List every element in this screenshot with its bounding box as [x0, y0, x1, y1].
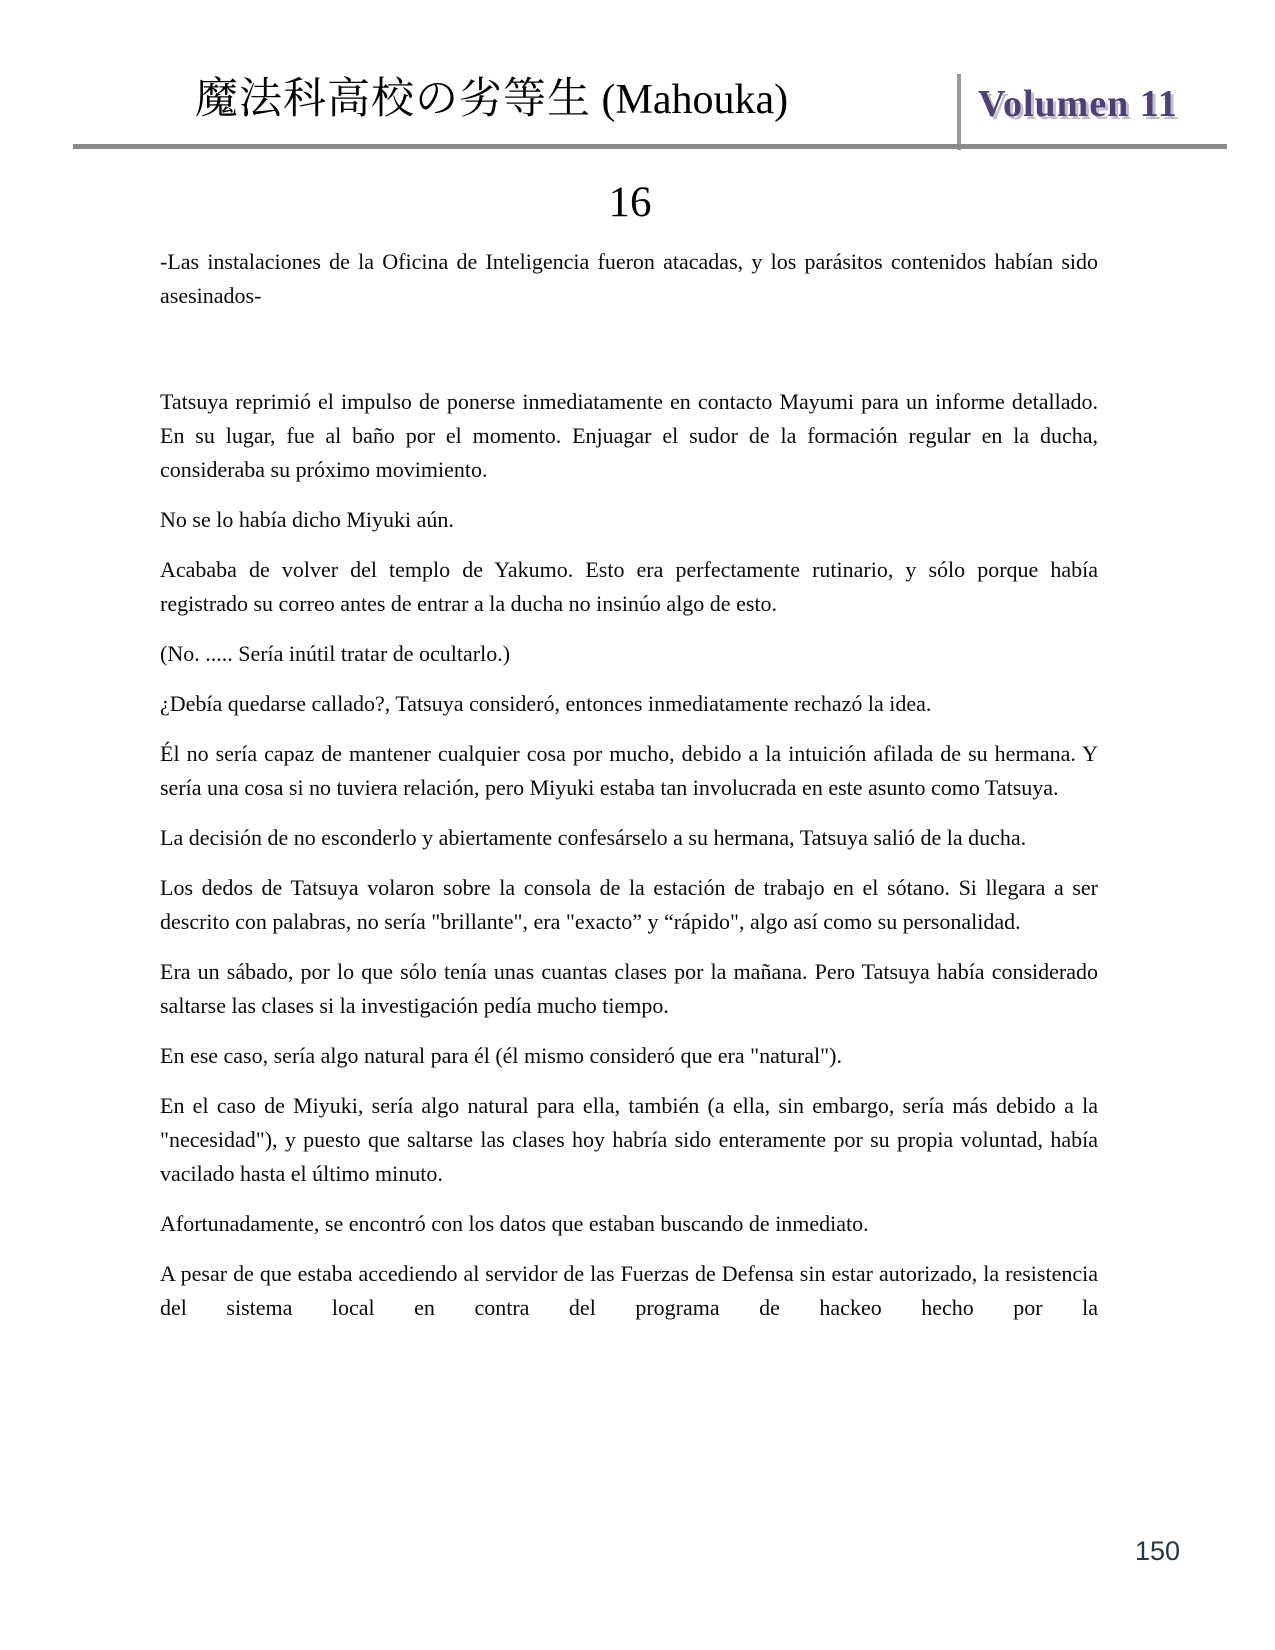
- paragraph: Acababa de volver del templo de Yakumo. Esto era perfectamente rutinario, y sólo porque había registrado su correo antes de entrar a la ducha no insinúo algo de esto.: [160, 557, 1098, 616]
- paragraph: -Las instalaciones de la Oficina de Inteligencia fueron atacadas, y los parásitos contenidos habían sido asesinados-: [160, 249, 1098, 308]
- paragraph: No se lo había dicho Miyuki aún.: [160, 507, 454, 532]
- body-text: [160, 245, 1098, 1341]
- paragraph: En ese caso, sería algo natural para él (él mismo consideró que era "natural").: [160, 1043, 842, 1068]
- paragraph: La decisión de no esconderlo y abiertamente confesárselo a su hermana, Tatsuya salió de la ducha.: [160, 825, 1027, 850]
- paragraph: Era un sábado, por lo que sólo tenía unas cuantas clases por la mañana. Pero Tatsuya había considerado saltarse las clases si la investigación pedía mucho tiempo.: [160, 959, 1098, 1018]
- volume-label: Volumen 11: [978, 83, 1178, 125]
- paragraph: Él no sería capaz de mantener cualquier cosa por mucho, debido a la intuición afilada de su hermana. Y sería una cosa si no tuviera relación, pero Miyuki estaba tan involucrada en este asunto como Tatsuya.: [160, 741, 1098, 800]
- paragraph: A pesar de que estaba accediendo al servidor de las Fuerzas de Defensa sin estar autorizado, la resistencia del sistema local en contra del programa de hackeo hecho por la: [160, 1261, 1098, 1320]
- paragraph: En el caso de Miyuki, sería algo natural para ella, también (a ella, sin embargo, sería más debido a la "necesidad"), y puesto que saltarse las clases hoy habría sido enteramente por su propia voluntad, había vacilado hasta el último minuto.: [160, 1093, 1098, 1186]
- header-horizontal-rule: [73, 144, 1227, 149]
- document-title: [195, 72, 788, 128]
- document-title-latin: (Mahouka): [591, 77, 789, 123]
- header-vertical-divider: [957, 74, 961, 150]
- paragraph: (No. ..... Sería inútil tratar de ocultarlo.): [160, 641, 511, 666]
- paragraph: Tatsuya reprimió el impulso de ponerse inmediatamente en contacto Mayumi para un informe detallado. En su lugar, fue al baño por el momento. Enjuagar el sudor de la formación regular en la ducha, consideraba su próximo movimiento.: [160, 389, 1098, 482]
- paragraph: ¿Debía quedarse callado?, Tatsuya consideró, entonces inmediatamente rechazó la idea.: [160, 691, 932, 716]
- paragraph: Los dedos de Tatsuya volaron sobre la consola de la estación de trabajo en el sótano. Si llegara a ser descrito con palabras, no sería "brillante", era "exacto” y “rápido", algo así como su personalidad.: [160, 875, 1098, 934]
- document-title-japanese: 魔法科高校の劣等生: [195, 76, 591, 123]
- paragraph: Afortunadamente, se encontró con los datos que estaban buscando de inmediato.: [160, 1211, 869, 1236]
- page-number: 150: [1134, 1536, 1180, 1566]
- chapter-number: 16: [608, 179, 652, 226]
